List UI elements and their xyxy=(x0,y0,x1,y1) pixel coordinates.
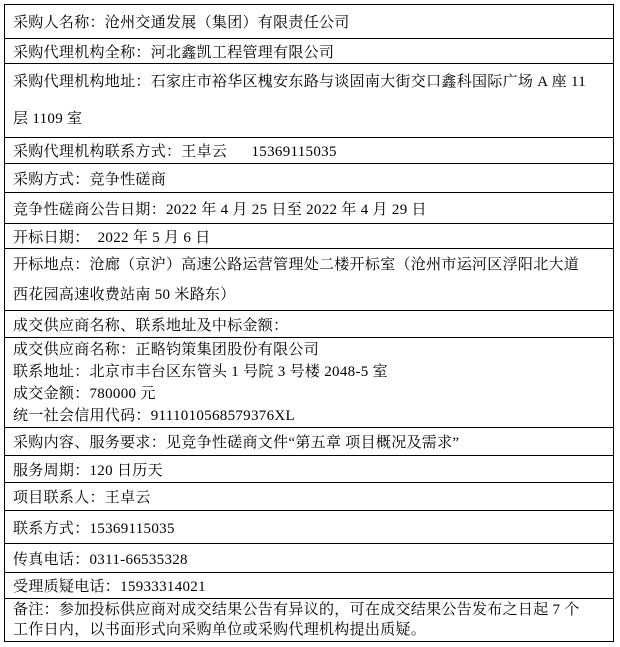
winner-info-header-text: 成交供应商名称、联系地址及中标金额： xyxy=(13,317,289,334)
row-bid-opening-date xyxy=(5,224,613,249)
row-fax-phone xyxy=(5,544,613,573)
contact-phone-text: 联系方式：15369115035 xyxy=(13,520,175,537)
row-procurement-method xyxy=(5,164,613,193)
row-remarks xyxy=(5,599,613,641)
fax-phone-text: 传真电话：0311-66535328 xyxy=(13,551,188,568)
announcement-date-text: 竞争性磋商公告日期：2022 年 4 月 25 日至 2022 年 4 月 29 日 xyxy=(13,201,427,218)
remarks-text-line2: 工作日内，以书面形式向采购单位或采购代理机构提出质疑。 xyxy=(13,622,427,638)
bid-opening-location-text-line2: 西花园高速收费站南 50 米路东） xyxy=(13,286,236,303)
remarks-text-line1: 备注：参加投标供应商对成交结果公告有异议的，可在成交结果公告发布之日起 7 个 xyxy=(13,602,580,618)
row-agency-address xyxy=(5,64,613,138)
row-contact-phone xyxy=(5,511,613,544)
row-winner-info-header xyxy=(5,311,613,338)
procurement-method-text: 采购方式：竞争性磋商 xyxy=(13,171,167,188)
procurement-result-table xyxy=(4,4,614,642)
row-agency-contact xyxy=(5,138,613,164)
row-agency-name xyxy=(5,39,613,64)
agency-name-text: 采购代理机构全称：河北鑫凯工程管理有限公司 xyxy=(13,44,335,61)
row-winner-info xyxy=(5,338,613,428)
winner-name-text: 成交供应商名称：正略钧策集团股份有限公司 xyxy=(13,341,320,358)
winner-credit-code-text: 统一社会信用代码：9111010568579376XL xyxy=(13,407,295,424)
procurement-content-text: 采购内容、服务要求：见竞争性磋商文件“第五章 项目概况及需求” xyxy=(13,435,460,451)
winner-amount-text: 成交金额：780000 元 xyxy=(13,385,156,402)
row-purchaser-name xyxy=(5,5,613,39)
row-project-contact xyxy=(5,483,613,511)
row-announcement-date xyxy=(5,193,613,224)
bid-opening-date-text: 开标日期： 2022 年 5 月 6 日 xyxy=(13,229,211,246)
project-contact-text: 项目联系人：王卓云 xyxy=(13,490,151,506)
winner-address-text: 联系地址：北京市丰台区东管头 1 号院 3 号楼 2048-5 室 xyxy=(13,363,388,380)
purchaser-name-text: 采购人名称：沧州交通发展（集团）有限责任公司 xyxy=(13,15,350,31)
row-procurement-content xyxy=(5,428,613,456)
row-bid-opening-location xyxy=(5,249,613,311)
bid-opening-location-text-line1: 开标地点：沧廊（京沪）高速公路运营管理处二楼开标室（沧州市运河区浮阳北大道 xyxy=(13,256,580,273)
agency-address-text-line1: 采购代理机构地址：石家庄市裕华区槐安东路与谈固南大街交口鑫科国际广场 A 座 11 xyxy=(13,73,587,90)
row-query-phone xyxy=(5,573,613,599)
agency-contact-text: 采购代理机构联系方式：王卓云 15369115035 xyxy=(13,144,337,160)
agency-address-text-line2: 层 1109 室 xyxy=(13,110,83,127)
query-phone-text: 受理质疑电话：15933314021 xyxy=(13,579,206,595)
row-service-period xyxy=(5,456,613,483)
service-period-text: 服务周期：120 日历天 xyxy=(13,462,163,479)
